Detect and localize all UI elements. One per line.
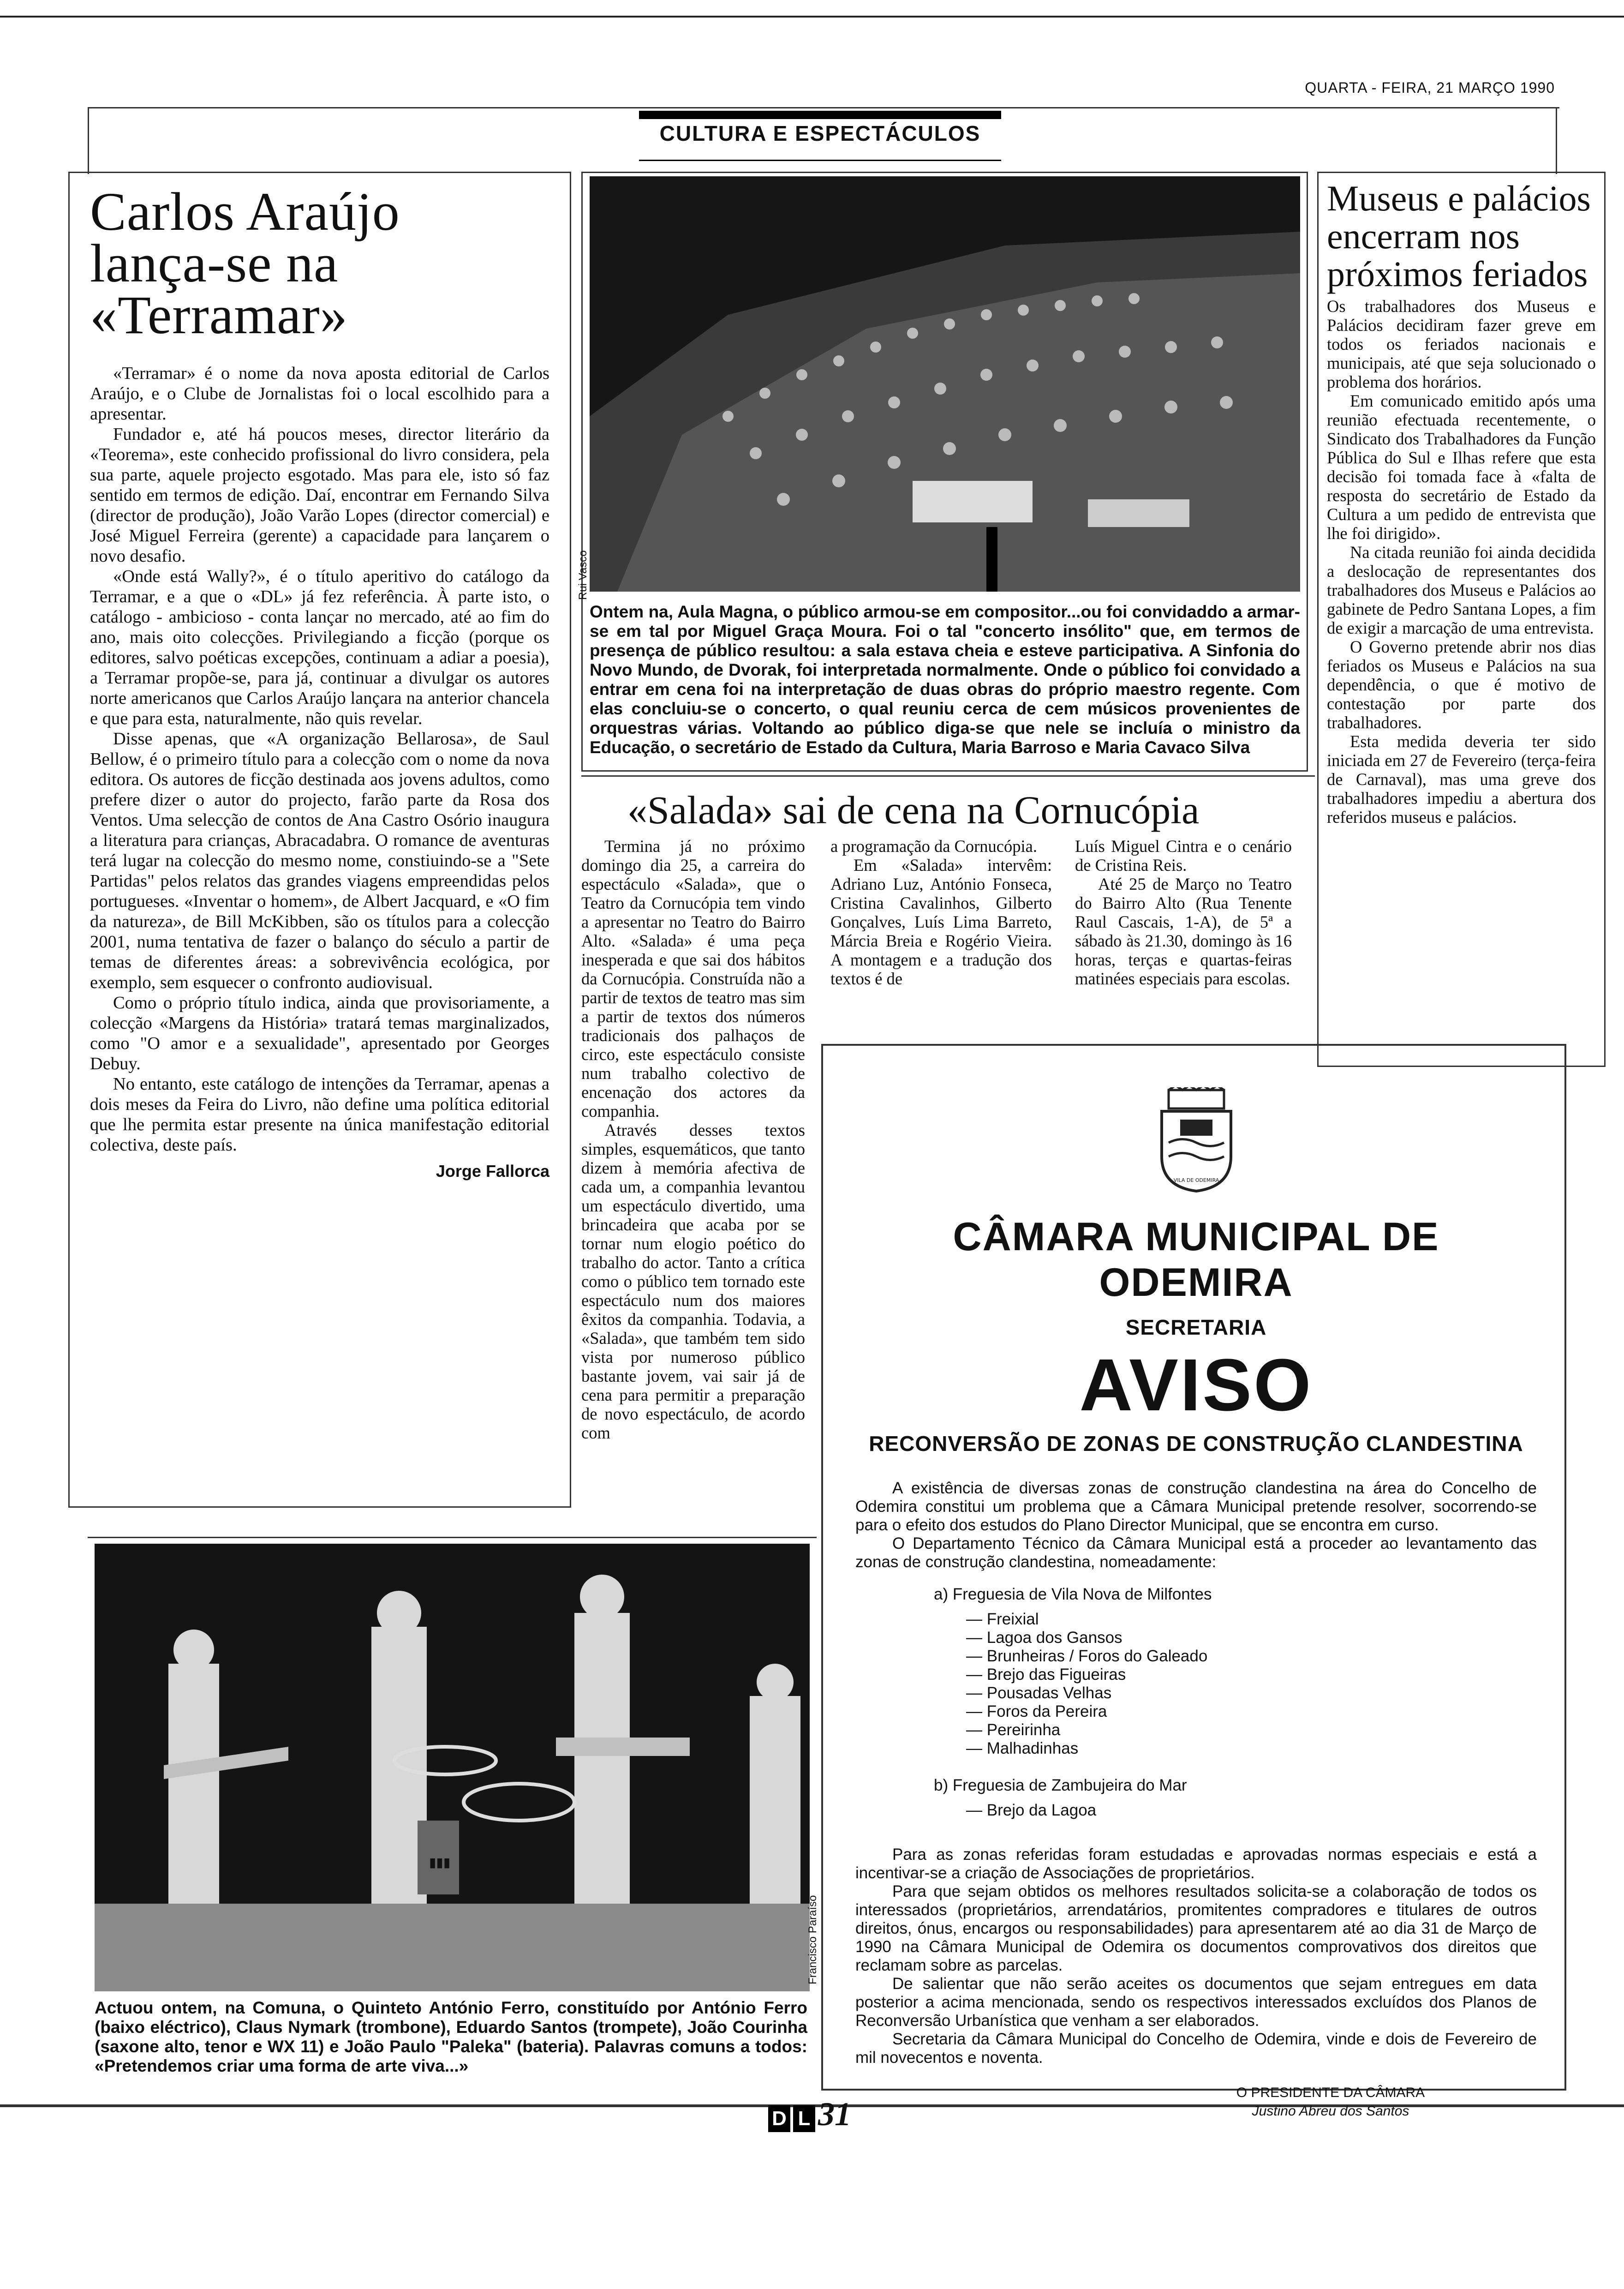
list-item: — Brejo das Figueiras bbox=[966, 1666, 1126, 1684]
jazz-photo bbox=[95, 1544, 810, 1991]
frame-rule-right bbox=[1556, 107, 1557, 174]
signer-name: Justino Abreu dos Santos bbox=[1252, 2103, 1409, 2119]
concert-photo bbox=[590, 176, 1300, 592]
notice-zones-a bbox=[934, 1585, 1537, 1820]
frame-rule bbox=[88, 107, 1559, 108]
paragraph: Luís Miguel Cintra e o cenário de Cristina Reis. bbox=[1075, 837, 1292, 875]
photo-credit-jazz: Francisco Paraíso bbox=[806, 1895, 819, 1984]
photo-credit-concert: Rui Vasco bbox=[577, 550, 589, 600]
list-item: — Foros da Pereira bbox=[966, 1702, 1107, 1720]
drum-logo: ▮▮▮ bbox=[429, 1855, 451, 1870]
paragraph: Em «Salada» intervêm: Adriano Luz, António Fonseca, Cristina Cavalinhos, Gilberto Gonçalves, Luís Lima Barreto, Márcia Breia e Rogério Vieira. A montagem e a tradução dos textos é de bbox=[830, 856, 1052, 988]
article-museus bbox=[1317, 172, 1606, 1067]
frame-rule-left bbox=[88, 107, 89, 174]
paragraph: «Terramar» é o nome da nova aposta editorial de Carlos Araújo, e o Clube de Jornalistas foi o local escolhido para a apresentar. bbox=[90, 364, 549, 424]
page-footer bbox=[768, 2095, 851, 2133]
paragraph: A existência de diversas zonas de construção clandestina na área do Concelho de Odemira constitui um problema que a Câmara Municipal pretende resolver, socorrendo-se para o efeito dos estudos do Plano Director Municipal, que se encontra em curso. bbox=[855, 1479, 1537, 1534]
paragraph: a programação da Cornucópia. bbox=[830, 837, 1037, 856]
concert-photo-image bbox=[590, 176, 1300, 592]
paragraph: Fundador e, até há poucos meses, director literário da «Teorema», este conhecido profissional do livro considera, pela sua parte, aquele projecto esgotado. Mas para ele, isto só faz sentido em termos de edição. Daí, encontrar em Fernando Silva (director de produção), João Varão Lopes (director comercial) e José Miguel Ferreira (gerente) a capacidade para lançarem o novo desafio. bbox=[90, 425, 549, 566]
paragraph: Como o próprio título indica, ainda que provisoriamente, a colecção «Margens da História» tratará temas marginalizados, como "O amor e a sexualidade", apresentado por Georges Debuy. bbox=[90, 993, 549, 1073]
headline-museus: Museus e palácios encerram nos próximos feriados bbox=[1327, 178, 1591, 294]
notice-department: SECRETARIA bbox=[1125, 1315, 1267, 1339]
jazz-photo-image bbox=[95, 1544, 810, 1991]
notice-aviso: AVISO bbox=[1079, 1343, 1313, 1426]
dateline: QUARTA - FEIRA, 21 MARÇO 1990 bbox=[1305, 79, 1555, 96]
paragraph: Disse apenas, que «A organização Bellarosa», de Saul Bellow, é o primeiro título para a colecção com o nome da nova editora. Os autores de ficção destinada aos jovens adultos, como prefere dizer o autor do projecto, farão parte da Rosa dos Ventos. Uma selecção de contos de Ana Castro Osório inaugura a literatura para crianças, Abracadabra. O romance de aventuras terá lugar na colecção do mesmo nome, constiuindo-se a "Sete Partidas" pelos relatos das grandes viagens empreendidas pelos portugueses. «Inventar o homem», de Albert Jacquard, e «O fim da natureza», de Bill McKibben, são os títulos para a colecção 2001, numa tentativa de fazer o balanço do século a partir de temas de diferentes áreas: a sobrevivência ecológica, por exemplo, sem esquecer o confronto audiovisual. bbox=[90, 729, 549, 992]
page-top-edge bbox=[0, 0, 1624, 18]
municipal-seal-icon bbox=[855, 1087, 1537, 1196]
signer-title: O PRESIDENTE DA CÂMARA bbox=[1236, 2085, 1425, 2100]
paragraph: Em comunicado emitido após uma reunião efectuada recentemente, o Sindicato dos Trabalhadores da Função Pública do Sul e Ilhas refere que esta decisão foi tomada face à «falta de resposta do secretário de Estado da Cultura a um pedido de entrevista que lhe foi dirigido». bbox=[1327, 391, 1596, 543]
list-item: — Malhadinhas bbox=[966, 1739, 1079, 1757]
list-item: — Brejo da Lagoa bbox=[966, 1801, 1097, 1819]
freguesia-label: b) Freguesia de Zambujeira do Mar bbox=[934, 1776, 1187, 1794]
article-araujo bbox=[68, 172, 571, 1508]
notice-title: CÂMARA MUNICIPAL DE ODEMIRA bbox=[953, 1215, 1439, 1305]
paragraph: Para que sejam obtidos os melhores resultados solicita-se a colaboração de todos os interessados (proprietários, arrendatários, promitentes compradores e titulares de outros direitos, ónus, encargos ou responsabilidades) para apresentarem até ao dia 31 de Março de 1990 na Câmara Municipal de Odemira os documentos comprovativos dos direitos que reclamam sobre as parcelas. bbox=[855, 1882, 1537, 1974]
freguesia-label: a) Freguesia de Vila Nova de Milfontes bbox=[934, 1585, 1212, 1603]
paragraph: Até 25 de Março no Teatro do Bairro Alto (Rua Tenente Raul Cascais, 1-A), de 5ª a sábado às 21.30, domingo às 16 horas, terças e quartas-feiras matinées especiais para escolas. bbox=[1075, 875, 1292, 988]
body-araujo bbox=[90, 363, 549, 1155]
section-header: CULTURA E ESPECTÁCULOS bbox=[639, 111, 1001, 161]
seal-lettering: VILA DE ODEMIRA bbox=[1173, 1177, 1219, 1183]
notice-subject: RECONVERSÃO DE ZONAS DE CONSTRUÇÃO CLANDESTINA bbox=[869, 1432, 1523, 1456]
paragraph: No entanto, este catálogo de intenções da Terramar, apenas a dois meses da Feira do Livro, não define uma política editorial que lhe permita estar presente na única manifestação editorial colectiva, deste país. bbox=[90, 1074, 549, 1155]
list-item: — Pousadas Velhas bbox=[966, 1684, 1112, 1702]
paragraph: O Departamento Técnico da Câmara Municipal está a proceder ao levantamento das zonas de construção clandestina, nomeadamente: bbox=[855, 1534, 1537, 1571]
body-museus bbox=[1327, 297, 1596, 827]
paragraph: Secretaria da Câmara Municipal do Concelho de Odemira, vinde e dois de Fevereiro de mil novecentos e noventa. bbox=[855, 2030, 1537, 2067]
paragraph: Os trabalhadores dos Museus e Palácios decidiram fazer greve em todos os feriados nacionais e municipais, até que seja solucionado o problema dos horários. bbox=[1327, 297, 1596, 391]
jazz-photo-rule bbox=[88, 1537, 817, 1538]
paragraph: Na citada reunião foi ainda decidida a deslocação de representantes dos trabalhadores dos Museus e Palácios ao gabinete de Pedro Santana Lopes, a fim de exigir a marcação de uma entrevista. bbox=[1327, 543, 1596, 637]
page-number: 31 bbox=[818, 2096, 851, 2133]
logo-letter: L bbox=[793, 2105, 815, 2132]
logo-letter: D bbox=[768, 2105, 790, 2132]
headline-salada: «Salada» sai de cena na Cornucópia bbox=[627, 788, 1200, 832]
paragraph: Esta medida deveria ter sido iniciada em 27 de Fevereiro (terça-feira de Carnaval), mas uma greve dos trabalhadores impediu a abertura dos referidos museus e palácios. bbox=[1327, 732, 1596, 827]
caption-concert: Ontem na, Aula Magna, o público armou-se em compositor...ou foi convidaddo a armar-se em tal por Miguel Graça Moura. Foi o tal "concerto insólito" que, em termos de presença de público resultou: a sala estava cheia e esteve participativa. A Sinfonia do Novo Mundo, de Dvorak, foi interpretada normalmente. Onde o público foi convidado a entrar em cena foi na interpretação de duas obras do próprio maestro regente. Com elas concluiu-se o concerto, o qual reuniu cerca de cem músicos provenientes de orquestras várias. Voltando ao público diga-se que nele se incluía o ministro da Educação, o secretário de Estado da Cultura, Maria Barroso e Maria Cavaco Silva bbox=[590, 602, 1300, 757]
list-item: — Lagoa dos Gansos bbox=[966, 1629, 1122, 1647]
paragraph: De salientar que não serão aceites os documentos que sejam entregues em data posterior a acima mencionada, sendo os respectivos interessados excluídos dos Planos de Reconversão Urbanística que venham a ser elaborados. bbox=[855, 1975, 1537, 2030]
notice-odemira bbox=[821, 1044, 1566, 2119]
list-item: — Pereirinha bbox=[966, 1721, 1061, 1739]
paragraph: «Onde está Wally?», é o título aperitivo do catálogo da Terramar, e a que o «DL» já fez referência. À parte isto, o catálogo - ambicioso - conta lançar no mercado, até ao fim do ano, mais oito colecções. Privilegiando a ficção (porque os editores, salvo poéticas excepções, continuam a adiar a poesia), a Terramar propõe-se, para já, continuar a divulgar os autores norte americanos que Carlos Araújo lançara na anterior chancela e que para esta, naturalmente, não quis revelar. bbox=[90, 567, 549, 728]
paragraph: O Governo pretende abrir nos dias feriados os Museus e Palácios na sua dependência, o que é motivo de contestação por parte dos trabalhadores. bbox=[1327, 637, 1596, 732]
notice-signature bbox=[1211, 2084, 1451, 2121]
list-item: — Freixial bbox=[966, 1610, 1039, 1628]
paragraph: Termina já no próximo domingo dia 25, a carreira do espectáculo «Salada», que o Teatro da Cornucópia tem vindo a apresentar no Teatro do Bairro Alto. «Salada» é uma peça inesperada e que sai dos hábitos da Cornucópia. Construída não a partir de textos de teatro mas sim a partir de textos dos números tradicionais dos palhaços de circo, este espectáculo consiste num trabalho colectivo de encenação dos actores da companhia. bbox=[581, 837, 805, 1121]
notice-body bbox=[855, 1846, 1537, 2067]
salada-col-3 bbox=[1075, 837, 1292, 988]
notice-intro bbox=[855, 1479, 1537, 1571]
list-item: — Brunheiras / Foros do Galeado bbox=[966, 1647, 1208, 1665]
salada-col-1 bbox=[581, 837, 805, 1442]
caption-jazz: Actuou ontem, na Comuna, o Quinteto António Ferro, constituído por António Ferro (baixo eléctrico), Claus Nymark (trombone), Eduardo Santos (trompete), João Courinha (saxone alto, tenor e WX 11) e João Paulo "Paleka" (bateria). Palavras comuns a todos: «Pretendemos criar uma forma de arte viva...» bbox=[95, 1998, 807, 2075]
salada-col-2 bbox=[830, 837, 1052, 988]
paragraph: Através desses textos simples, esquemáticos, que tanto dizem à memória afectiva de cada um, a companhia levantou um espectáculo divertido, uma brincadeira que acaba por se tornar num elogio poético do trabalho do actor. Tanto a crítica como o público tem tornado este espectáculo num dos maiores êxitos da companhia. Todavia, a «Salada», que também tem sido vista por numeroso público bastante jovem, vai sair já de cena para permitir a preparação de novo espectáculo, de acordo com bbox=[581, 1121, 805, 1442]
headline-araujo: Carlos Araújo lança-se na «Terramar» bbox=[90, 181, 400, 345]
paragraph: Para as zonas referidas foram estudadas e aprovadas normas especiais e está a incentivar-se a criação de Associações de proprietários. bbox=[855, 1846, 1537, 1882]
byline-araujo: Jorge Fallorca bbox=[436, 1162, 549, 1180]
